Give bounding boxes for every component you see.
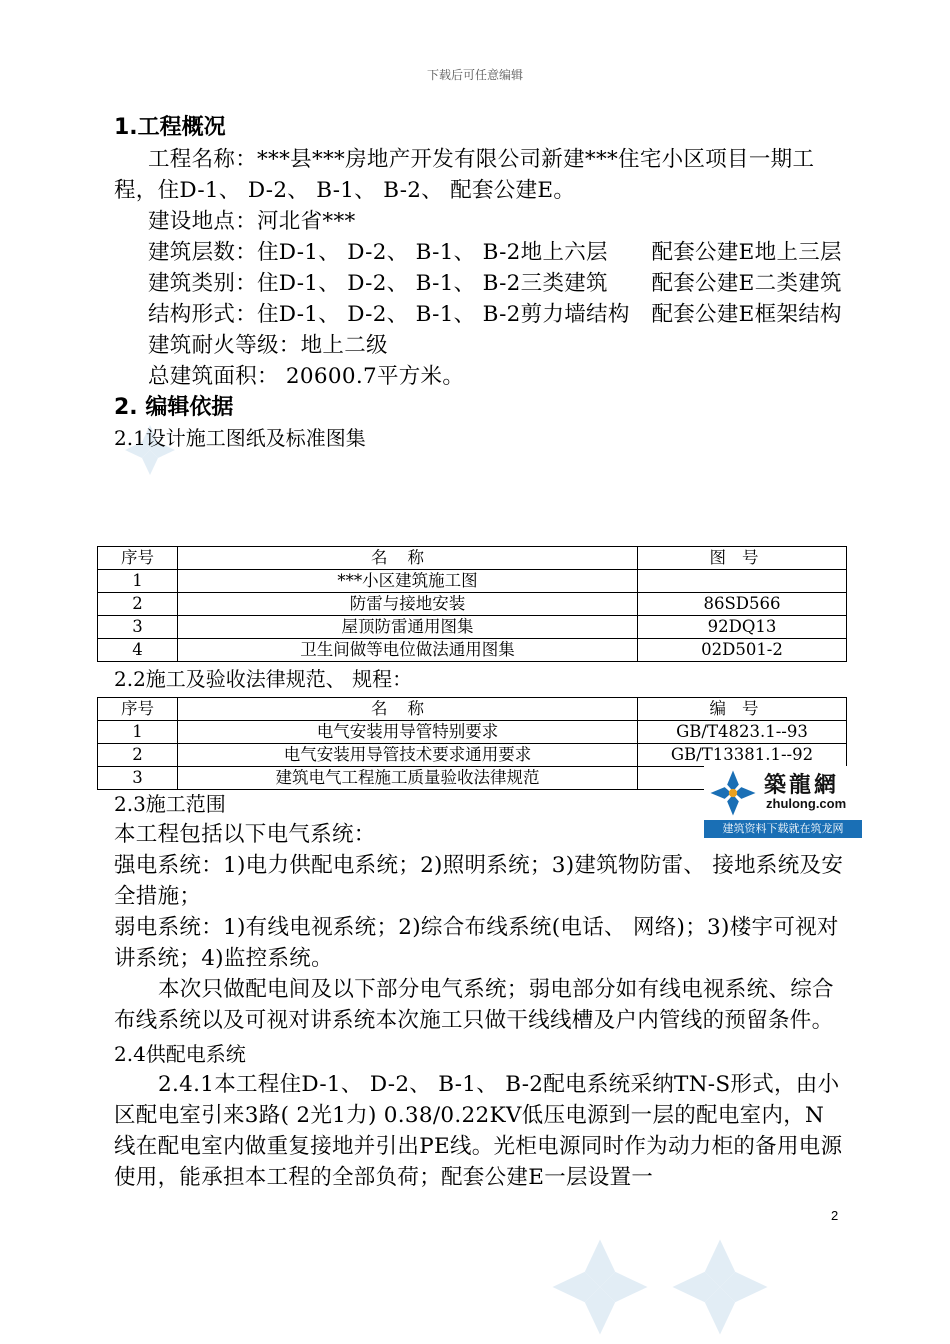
table-cell [638, 570, 847, 593]
building-floors: 建筑层数：住D-1、 D-2、 B-1、 B-2地上六层 配套公建E地上三层 [148, 240, 842, 265]
total-area: 总建筑面积： 20600.7平方米。 [148, 364, 465, 389]
fire-rating: 建筑耐火等级：地上二级 [148, 333, 388, 358]
header-cell: 名称 [178, 698, 638, 721]
section-2-3-title: 2.3施工范围 [114, 792, 226, 816]
table-cell: 卫生间做等电位做法通用图集 [178, 639, 638, 662]
section-2-2-title: 2.2施工及验收法律规范、 规程： [114, 667, 413, 691]
table-cell: GB/T13381.1--92 [638, 744, 847, 767]
table-row [98, 616, 847, 639]
table-header-row [98, 547, 847, 570]
header-cell: 图号 [638, 547, 847, 570]
table-cell: 02D501-2 [638, 639, 847, 662]
watermark-snowflake-icon [540, 1230, 660, 1344]
header-cell: 序号 [98, 698, 178, 721]
structure-type: 结构形式：住D-1、 D-2、 B-1、 B-2剪力墙结构 配套公建E框架结构 [148, 302, 842, 327]
table-cell: ***小区建筑施工图 [178, 570, 638, 593]
table-cell: GB/T4823.1--93 [638, 721, 847, 744]
page-number: 2 [831, 1208, 839, 1223]
table-cell: 4 [98, 639, 178, 662]
scope-note: 本次只做配电间及以下部分电气系统；弱电部分如有线电视系统、综合布线系统以及可视对讲系统本次施工只做干线线槽及户内管线的预留条件。 [114, 977, 834, 1033]
scope-intro: 本工程包括以下电气系统： [114, 822, 376, 847]
header-cell: 序号 [98, 547, 178, 570]
table-cell: 电气安装用导管技术要求通用要求 [178, 744, 638, 767]
document-body-continued [114, 790, 847, 1193]
table-row [98, 744, 847, 767]
project-name: 工程名称：***县***房地产开发有限公司新建***住宅小区项目一期工程，住D-1、 D-2、 B-1、 B-2、 配套公建E。 [114, 147, 815, 203]
strong-current-systems: 强电系统：1)电力供配电系统；2)照明系统；3)建筑物防雷、 接地系统及安全措施； [114, 853, 844, 909]
table-cell: 1 [98, 570, 178, 593]
section-1-title: 1.工程概况 [114, 115, 226, 140]
weak-current-systems: 弱电系统：1)有线电视系统；2)综合布线系统(电话、 网络)；3)楼宇可视对讲系统；4)监控系统。 [114, 915, 839, 971]
table-row [98, 639, 847, 662]
document-body [114, 112, 844, 453]
header-cell: 名称 [178, 547, 638, 570]
table-cell: 电气安装用导管特别要求 [178, 721, 638, 744]
table-row [98, 593, 847, 616]
table-cell: 防雷与接地安装 [178, 593, 638, 616]
table-cell: 3 [98, 767, 178, 790]
table-cell: 建筑电气工程施工质量验收法律规范 [178, 767, 638, 790]
watermark-snowflake-icon [660, 1230, 780, 1344]
table-header-row [98, 698, 847, 721]
logo-slogan: 建筑资料下载就在筑龙网 [704, 820, 862, 838]
header-cell: 编号 [638, 698, 847, 721]
table-cell: 1 [98, 721, 178, 744]
table-cell: 屋顶防雷通用图集 [178, 616, 638, 639]
project-location: 建设地点：河北省*** [148, 209, 356, 234]
logo-domain: zhulong.com [766, 796, 847, 811]
logo-title: 築龍網 [764, 773, 840, 798]
building-category: 建筑类别：住D-1、 D-2、 B-1、 B-2三类建筑 配套公建E二类建筑 [148, 271, 842, 296]
table-cell: 2 [98, 593, 178, 616]
section-2-4-title: 2.4供配电系统 [114, 1042, 246, 1066]
table-row [98, 721, 847, 744]
section-2-1-title: 2.1设计施工图纸及标准图集 [114, 426, 366, 450]
table-cell: 92DQ13 [638, 616, 847, 639]
section-2-title: 2. 编辑依据 [114, 395, 234, 420]
table-cell: 2 [98, 744, 178, 767]
table-row [98, 570, 847, 593]
table-cell: 86SD566 [638, 593, 847, 616]
power-supply-text: 2.4.1本工程住D-1、 D-2、 B-1、 B-2配电系统采纳TN-S形式，由小区配电室引来3路( 2光1力) 0.38/0.22KV低压电源到一层的配电室内，N线在配电室内做重复接地并引出PE线。光柜电源同时作为动力柜的备用电源使用，能承担本工程的全部负荷；配套公建E一层设置一 [114, 1072, 843, 1190]
drawings-table [97, 546, 847, 662]
page-header-note: 下载后可任意编辑 [426, 68, 523, 82]
table-cell: 3 [98, 616, 178, 639]
